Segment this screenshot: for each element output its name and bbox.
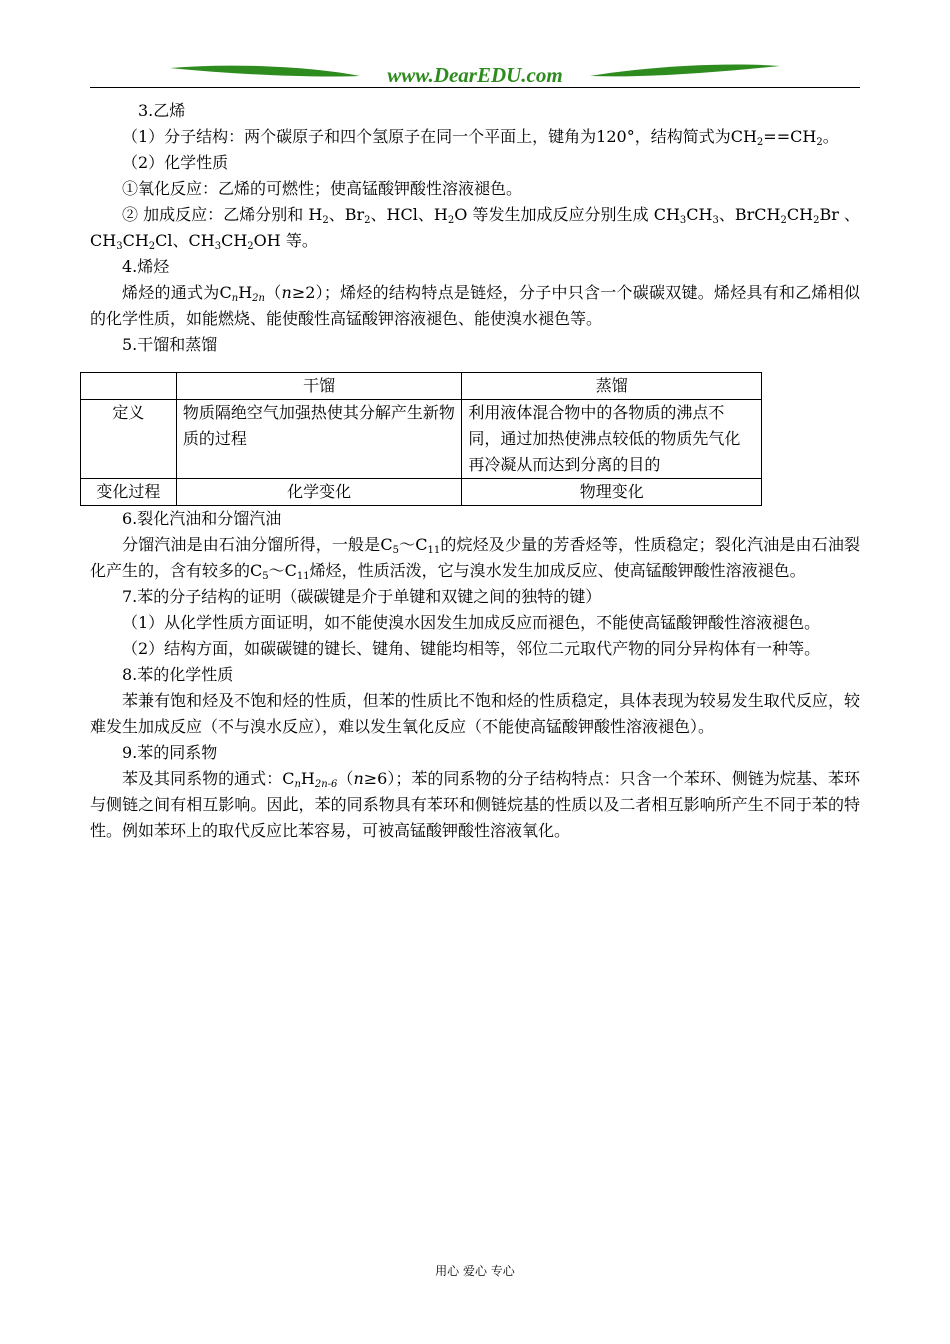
page-footer: 用心 爱心 专心 bbox=[435, 1264, 515, 1278]
section-7-point-2: （2）结构方面，如碳碳键的键长、键角、键能均相等，邻位二元取代产物的同分异构体有一种等。 bbox=[122, 639, 821, 658]
table-cell: 利用液体混合物中的各物质的沸点不同，通过加热使沸点较低的物质先气化再冷凝从而达到分离的目的 bbox=[462, 400, 762, 479]
table-row bbox=[81, 373, 762, 400]
section-8-title: 8.苯的化学性质 bbox=[122, 665, 234, 684]
section-9-body: 苯及其同系物的通式：$C_nH_{2n-6}(n\ge 6)$；苯的同系物的分子结构特点：只含一个苯环、侧链为烷基、苯环与侧链之间有相互影响。因此，苯的同系物具有苯环和侧链烷基的性质以及二者相互影响所产生不同于苯的特性。例如苯环上的取代反应比苯容易，可被高锰酸钾酸性溶液氧化。 bbox=[90, 769, 860, 840]
section-3-chem-heading: （2）化学性质 bbox=[122, 153, 229, 172]
section-4-body: 烯烃的通式为$C_nH_{2n}(n\ge 2)$；烯烃的结构特点是链烃，分子中只含一个碳碳双键。烯烃具有和乙烯相似的化学性质，如能燃烧、能使酸性高锰酸钾溶液褪色、能使溴水褪色等。 bbox=[90, 283, 860, 328]
section-3-structure: （1）分子结构：两个碳原子和四个氢原子在同一个平面上，键角为120°，结构简式为$CH_2==CH_2$。 bbox=[122, 127, 839, 148]
table-header-distillation: 蒸馏 bbox=[462, 373, 762, 400]
section-4-title: 4.烯烃 bbox=[122, 257, 170, 276]
table-row-label: 定义 bbox=[81, 400, 177, 479]
table-row-label: 变化过程 bbox=[81, 479, 177, 506]
header-divider bbox=[90, 87, 860, 88]
table-corner-cell bbox=[81, 373, 177, 400]
document-body bbox=[90, 98, 860, 844]
section-9-title: 9.苯的同系物 bbox=[122, 743, 218, 762]
section-6-body: 分馏汽油是由石油分馏所得，一般是$C_5\sim C_{11}$的烷烃及少量的芳香烃等，性质稳定；裂化汽油是由石油裂化产生的，含有较多的$C_5\sim C_{11}$烯烃，性质活泼，它与溴水发生加成反应、使高锰酸钾酸性溶液褪色。 bbox=[90, 535, 860, 582]
header-logo-banner bbox=[90, 58, 860, 90]
table-row bbox=[81, 400, 762, 479]
table-cell: 物理变化 bbox=[462, 479, 762, 506]
section-7-point-1: （1）从化学性质方面证明，如不能使溴水因发生加成反应而褪色，不能使高锰酸钾酸性溶液褪色。 bbox=[122, 613, 821, 632]
section-8-body: 苯兼有饱和烃及不饱和烃的性质，但苯的性质比不饱和烃的性质稳定，具体表现为较易发生取代反应，较难发生加成反应（不与溴水反应），难以发生氧化反应（不能使高锰酸钾酸性溶液褪色）。 bbox=[90, 691, 860, 736]
section-5-title: 5.干馏和蒸馏 bbox=[122, 335, 218, 354]
table-cell: 化学变化 bbox=[176, 479, 462, 506]
section-3-addition: ② 加成反应：乙烯分别和 $H_2$、$Br_2$、HCl、$H_2O$ 等发生加成反应分别生成 $CH_3CH_3$、$BrCH_2CH_2Br$ 、$CH_3CH_2Cl$、$CH_3CH_2OH$ 等。 bbox=[90, 205, 860, 252]
section-3-oxidation: ①氧化反应：乙烯的可燃性；使高锰酸钾酸性溶液褪色。 bbox=[122, 179, 523, 198]
section-6-title: 6.裂化汽油和分馏汽油 bbox=[122, 509, 282, 528]
table-cell: 物质隔绝空气加强热使其分解产生新物质的过程 bbox=[176, 400, 462, 479]
distillation-comparison-table bbox=[80, 372, 762, 506]
section-7-title: 7.苯的分子结构的证明（碳碳键是介于单键和双键之间的独特的键） bbox=[122, 587, 602, 606]
table-header-dry-distillation: 干馏 bbox=[176, 373, 462, 400]
site-logo-text: www.DearEDU.com bbox=[387, 63, 563, 87]
section-3-title: 3.乙烯 bbox=[138, 101, 186, 120]
leaf-swoosh-icon bbox=[90, 58, 860, 90]
table-row bbox=[81, 479, 762, 506]
